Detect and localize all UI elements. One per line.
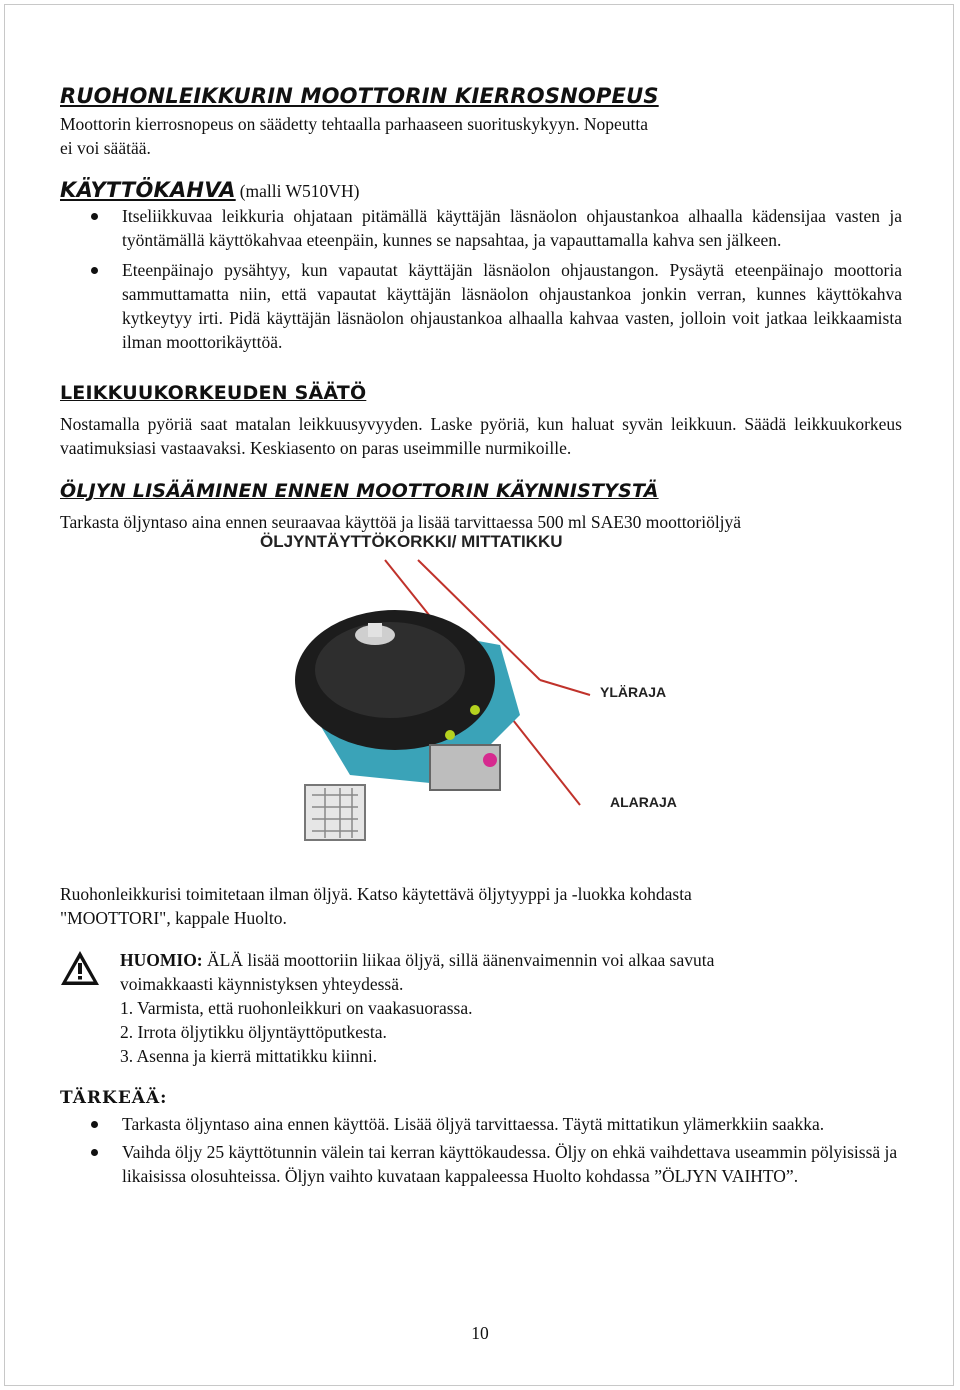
warning-step-2: 2. Irrota öljytikku öljyntäyttöputkesta. — [120, 1022, 387, 1042]
carburetor — [430, 745, 500, 790]
cutting-height-text: Nostamalla pyöriä saat matalan leikkuusyvyyden. Laske pyöriä, kun haluat syvän leikkuun. Säädä leikkuukorkeus vaatimuksiasi vastaavaksi. Keskiasento on paras useimmille nurmikoille. — [60, 414, 902, 458]
oil-note-line-1: Ruohonleikkurisi toimitetaan ilman öljyä. Katso käytettävä öljytyyppi ja -luokka kohdasta — [60, 884, 692, 904]
engine-illustration — [250, 515, 700, 845]
oil-note-line-2: "MOOTTORI", kappale Huolto. — [60, 908, 287, 928]
model-note: (malli W510VH) — [239, 181, 360, 201]
primer-button — [483, 753, 497, 767]
fitting-yellow-2 — [445, 730, 455, 740]
figure-title: ÖLJYNTÄYTTÖKORKKI/ MITTATIKKU — [260, 532, 563, 551]
section-heading-engine-speed: RUOHONLEIKKURIN MOOTTORIN KIERROSNOPEUS — [60, 84, 659, 108]
drive-handle-list — [60, 204, 902, 354]
callout-line-lower — [505, 710, 580, 805]
engine-speed-line-1: Moottorin kierrosnopeus on säädetty tehtaalla parhaaseen suorituskykyyn. Nopeutta — [60, 114, 649, 134]
warning-label: HUOMIO: — [120, 950, 203, 970]
important-bullet-1: Tarkasta öljyntaso aina ennen käyttöä. Lisää öljyä tarvittaessa. Täytä mittatikun ylämerkkiin saakka. — [122, 1114, 825, 1134]
warning-line-1 — [120, 948, 902, 972]
oil-cap-top — [368, 623, 382, 637]
drive-handle-bullet-1: Itseliikkuvaa leikkuria ohjataan pitämällä käyttäjän läsnäolon ohjaustankoa alhaalla kädensijaa vasten ja työntämällä käyttökahvaa eteenpäin, kunnes se napsahtaa, ja vapauttamalla kahva sen jälkeen. — [122, 206, 902, 250]
label-upper-limit: YLÄRAJA — [600, 684, 667, 700]
label-lower-limit: ALARAJA — [610, 794, 677, 810]
warning-triangle-icon — [60, 950, 100, 986]
list-item — [60, 1140, 902, 1188]
callout-line-upper — [540, 680, 590, 695]
warning-block — [60, 948, 902, 1068]
engine-speed-line-2: ei voi säätää. — [60, 138, 151, 158]
important-list — [60, 1112, 902, 1188]
section-heading-add-oil: ÖLJYN LISÄÄMINEN ENNEN MOOTTORIN KÄYNNISTYSTÄ — [60, 480, 659, 502]
list-item — [60, 1112, 902, 1136]
important-heading: TÄRKEÄÄ: — [60, 1088, 168, 1108]
page-number: 10 — [471, 1323, 489, 1343]
warning-line-2: voimakkaasti käynnistyksen yhteydessä. — [120, 974, 404, 994]
warning-step-1: 1. Varmista, että ruohonleikkuri on vaakasuorassa. — [120, 998, 473, 1018]
important-bullet-2: Vaihda öljy 25 käyttötunnin välein tai kerran käyttökaudessa. Öljy on ehkä vaihdettava useammin pölyisissä ja likaisissa olosuhteissa. Öljyn vaihto kuvataan kappaleessa Huolto kohdassa ”ÖLJYN VAIHTO”. — [122, 1142, 898, 1186]
section-heading-drive-handle: KÄYTTÖKAHVA — [60, 178, 236, 202]
engine-oil-figure — [250, 515, 700, 845]
warning-text: ÄLÄ lisää moottoriin liikaa öljyä, sillä äänenvaimennin voi alkaa savuta — [207, 950, 715, 970]
warning-step-3: 3. Asenna ja kierrä mittatikku kiinni. — [120, 1046, 378, 1066]
drive-handle-heading-row — [60, 178, 902, 202]
section-heading-cutting-height: LEIKKUUKORKEUDEN SÄÄTÖ — [60, 382, 367, 404]
add-oil-text: Tarkasta öljyntaso aina ennen seuraavaa käyttöä ja lisää tarvittaessa 500 ml SAE30 moottoriöljyä — [60, 512, 742, 532]
list-item — [60, 258, 902, 354]
drive-handle-bullet-2: Eteenpäinajo pysähtyy, kun vapautat käyttäjän läsnäolon ohjaustangon. Pysäytä eteenpäinajo moottoria sammuttamatta niin, että vapautat käyttäjän läsnäolon ohjaustankoa jonkin verran, kunnes käyttökahva kytkeytyy irti. Pidä käyttäjän läsnäolon ohjaustankoa alhaalla kahvaa vasten, jolloin voit jatkaa leikkaamista ilman moottorikäyttöä. — [122, 260, 902, 352]
list-item — [60, 204, 902, 252]
fitting-yellow — [470, 705, 480, 715]
